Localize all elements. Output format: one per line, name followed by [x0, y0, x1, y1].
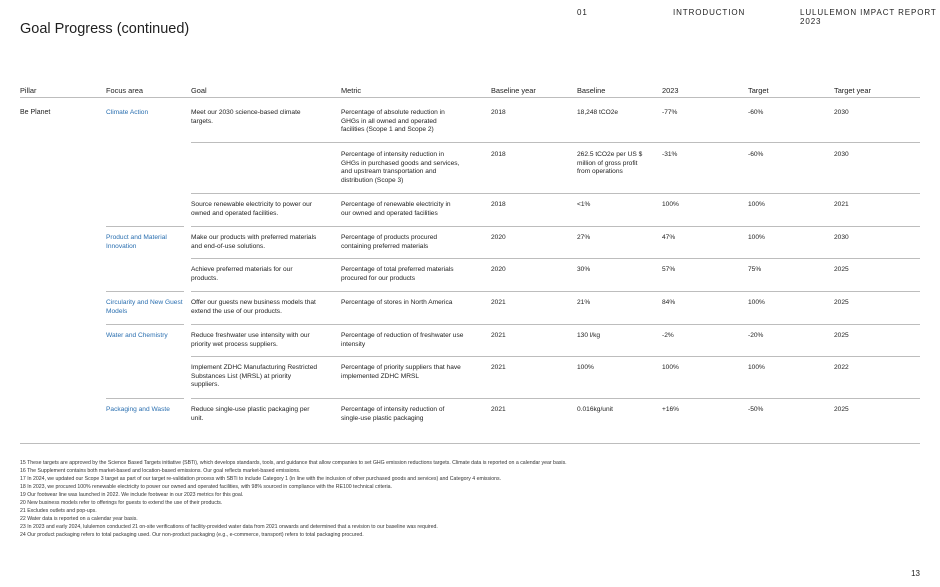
row-divider	[191, 291, 920, 292]
page-title: Goal Progress (continued)	[20, 21, 190, 37]
baseline-value: 27%	[577, 234, 591, 241]
baseline-value: 0.016kg/unit	[577, 406, 613, 413]
target-year: 2025	[834, 332, 849, 339]
baseline-value: 21%	[577, 299, 591, 306]
focus-divider	[106, 226, 184, 227]
value-2023: -77%	[662, 109, 678, 116]
value-2023: 84%	[662, 299, 676, 306]
baseline-value: 100%	[577, 364, 594, 371]
focus-water-chemistry[interactable]: Water and Chemistry	[106, 332, 168, 339]
baseline-year: 2018	[491, 151, 506, 158]
target-year: 2030	[834, 109, 849, 116]
target-value: 100%	[748, 299, 765, 306]
focus-divider	[106, 291, 184, 292]
metric-cell: Percentage of stores in North America	[341, 299, 453, 306]
baseline-value: 262.5 tCO2e per US $ million of gross profit from operations	[577, 151, 643, 176]
metric-cell: Percentage of intensity reduction of single-use plastic packaging	[341, 406, 445, 422]
report-title[interactable]: LULULEMON IMPACT REPORT 2023	[800, 8, 937, 26]
value-2023: 47%	[662, 234, 676, 241]
row-divider	[191, 398, 920, 399]
target-year: 2030	[834, 151, 849, 158]
baseline-value: 130 l/kg	[577, 332, 601, 339]
baseline-year: 2021	[491, 299, 506, 306]
target-value: 100%	[748, 234, 765, 241]
value-2023: -2%	[662, 332, 674, 339]
baseline-year: 2018	[491, 201, 506, 208]
baseline-year: 2020	[491, 234, 506, 241]
goal-cell: Implement ZDHC Manufacturing Restricted Substances List (MRSL) at priority suppliers.	[191, 364, 318, 389]
goal-cell: Meet our 2030 science-based climate targets.	[191, 109, 301, 125]
page-section-number: 01	[577, 8, 588, 17]
footnote: 15 These targets are approved by the Science Based Targets initiative (SBTi), which develops standards, tools, and guidance that allow companies to set GHG emission reductions targets. Climate data is reported on a calendar year basis.	[20, 460, 567, 466]
baseline-value: <1%	[577, 201, 591, 208]
col-2023: 2023	[662, 86, 679, 95]
metric-cell: Percentage of renewable electricity in our owned and operated facilities	[341, 201, 451, 217]
metric-cell: Percentage of absolute reduction in GHGs in all owned and operated facilities (Scope 1 and Scope 2)	[341, 109, 445, 134]
row-divider	[191, 356, 920, 357]
goal-cell: Offer our guests new business models that extend the use of our products.	[191, 299, 316, 315]
goal-cell: Source renewable electricity to power our owned and operated facilities.	[191, 201, 312, 217]
baseline-value: 30%	[577, 266, 591, 273]
focus-climate-action[interactable]: Climate Action	[106, 109, 149, 116]
goal-cell: Reduce freshwater use intensity with our priority wet process suppliers.	[191, 332, 310, 348]
target-value: -20%	[748, 332, 764, 339]
col-goal: Goal	[191, 86, 207, 95]
col-target-year: Target year	[834, 86, 871, 95]
row-divider	[191, 258, 920, 259]
value-2023: +16%	[662, 406, 680, 413]
value-2023: 57%	[662, 266, 676, 273]
row-divider	[191, 142, 920, 143]
focus-packaging-waste[interactable]: Packaging and Waste	[106, 406, 170, 413]
goal-cell: Reduce single-use plastic packaging per unit.	[191, 406, 310, 422]
baseline-year: 2021	[491, 332, 506, 339]
metric-cell: Percentage of priority suppliers that have implemented ZDHC MRSL	[341, 364, 461, 380]
target-year: 2025	[834, 406, 849, 413]
section-label[interactable]: INTRODUCTION	[673, 8, 746, 17]
footnote: 23 In 2023 and early 2024, lululemon conducted 21 on-site verifications of facility-provided water data from 2021 onwards and determined that a revision to our baseline was required.	[20, 524, 438, 530]
footnote: 18 In 2023, we procured 100% renewable electricity to power our owned and operated facilities, with 98% sourced in compliance with the RE100 technical criteria.	[20, 484, 392, 490]
col-target: Target	[748, 86, 769, 95]
footnote: 24 Our product packaging refers to total packaging used. Our non-product packaging (e.g., e-commerce, transport) refers to total packaging procured.	[20, 532, 364, 538]
value-2023: -31%	[662, 151, 678, 158]
baseline-year: 2021	[491, 364, 506, 371]
row-divider	[191, 193, 920, 194]
col-pillar: Pillar	[20, 86, 37, 95]
col-metric: Metric	[341, 86, 362, 95]
pillar-be-planet: Be Planet	[20, 109, 51, 116]
col-focus-area: Focus area	[106, 86, 143, 95]
baseline-year: 2018	[491, 109, 506, 116]
target-year: 2022	[834, 364, 849, 371]
goal-cell: Achieve preferred materials for our products.	[191, 266, 293, 282]
col-baseline: Baseline	[577, 86, 606, 95]
target-value: -50%	[748, 406, 764, 413]
focus-divider	[106, 398, 184, 399]
col-baseline-year: Baseline year	[491, 86, 536, 95]
page-number: 13	[911, 569, 920, 578]
target-value: 100%	[748, 201, 765, 208]
footnote: 16 The Supplement contains both market-based and location-based emissions. Our goal reflects market-based emissions.	[20, 468, 301, 474]
baseline-year: 2020	[491, 266, 506, 273]
header-divider	[20, 97, 920, 98]
value-2023: 100%	[662, 364, 679, 371]
metric-cell: Percentage of reduction of freshwater use intensity	[341, 332, 464, 348]
table-bottom-divider	[20, 443, 920, 444]
footnote: 22 Water data is reported on a calendar year basis.	[20, 516, 138, 522]
value-2023: 100%	[662, 201, 679, 208]
goal-cell: Make our products with preferred materials and end-of-use solutions.	[191, 234, 317, 250]
metric-cell: Percentage of products procured containing preferred materials	[341, 234, 438, 250]
target-value: 75%	[748, 266, 762, 273]
footnote: 17 In 2024, we updated our Scope 3 target as part of our target re-validation process with SBTi to include Category 1 (in line with the inclusion of other purchased goods and services) and Category 4 emissions.	[20, 476, 502, 482]
focus-product-material[interactable]: Product and Material Innovation	[106, 234, 167, 250]
baseline-year: 2021	[491, 406, 506, 413]
row-divider	[191, 226, 920, 227]
target-value: -60%	[748, 109, 764, 116]
focus-circularity[interactable]: Circularity and New Guest Models	[106, 299, 183, 315]
target-year: 2025	[834, 299, 849, 306]
baseline-value: 18,248 tCO2e	[577, 109, 619, 116]
target-year: 2030	[834, 234, 849, 241]
metric-cell: Percentage of intensity reduction in GHGs in purchased goods and services, and upstream transportation and distribution (Scope 3)	[341, 151, 460, 185]
footnote: 19 Our footwear line was launched in 2022. We include footwear in our 2023 metrics for this goal.	[20, 492, 244, 498]
target-value: -60%	[748, 151, 764, 158]
metric-cell: Percentage of total preferred materials procured for our products	[341, 266, 454, 282]
footnotes	[20, 459, 920, 539]
footnote: 20 New business models refer to offerings for guests to extend the use of their products.	[20, 500, 223, 506]
row-divider	[191, 324, 920, 325]
focus-divider	[106, 324, 184, 325]
target-value: 100%	[748, 364, 765, 371]
footnote: 21 Excludes outlets and pop-ups.	[20, 508, 97, 514]
target-year: 2021	[834, 201, 849, 208]
target-year: 2025	[834, 266, 849, 273]
